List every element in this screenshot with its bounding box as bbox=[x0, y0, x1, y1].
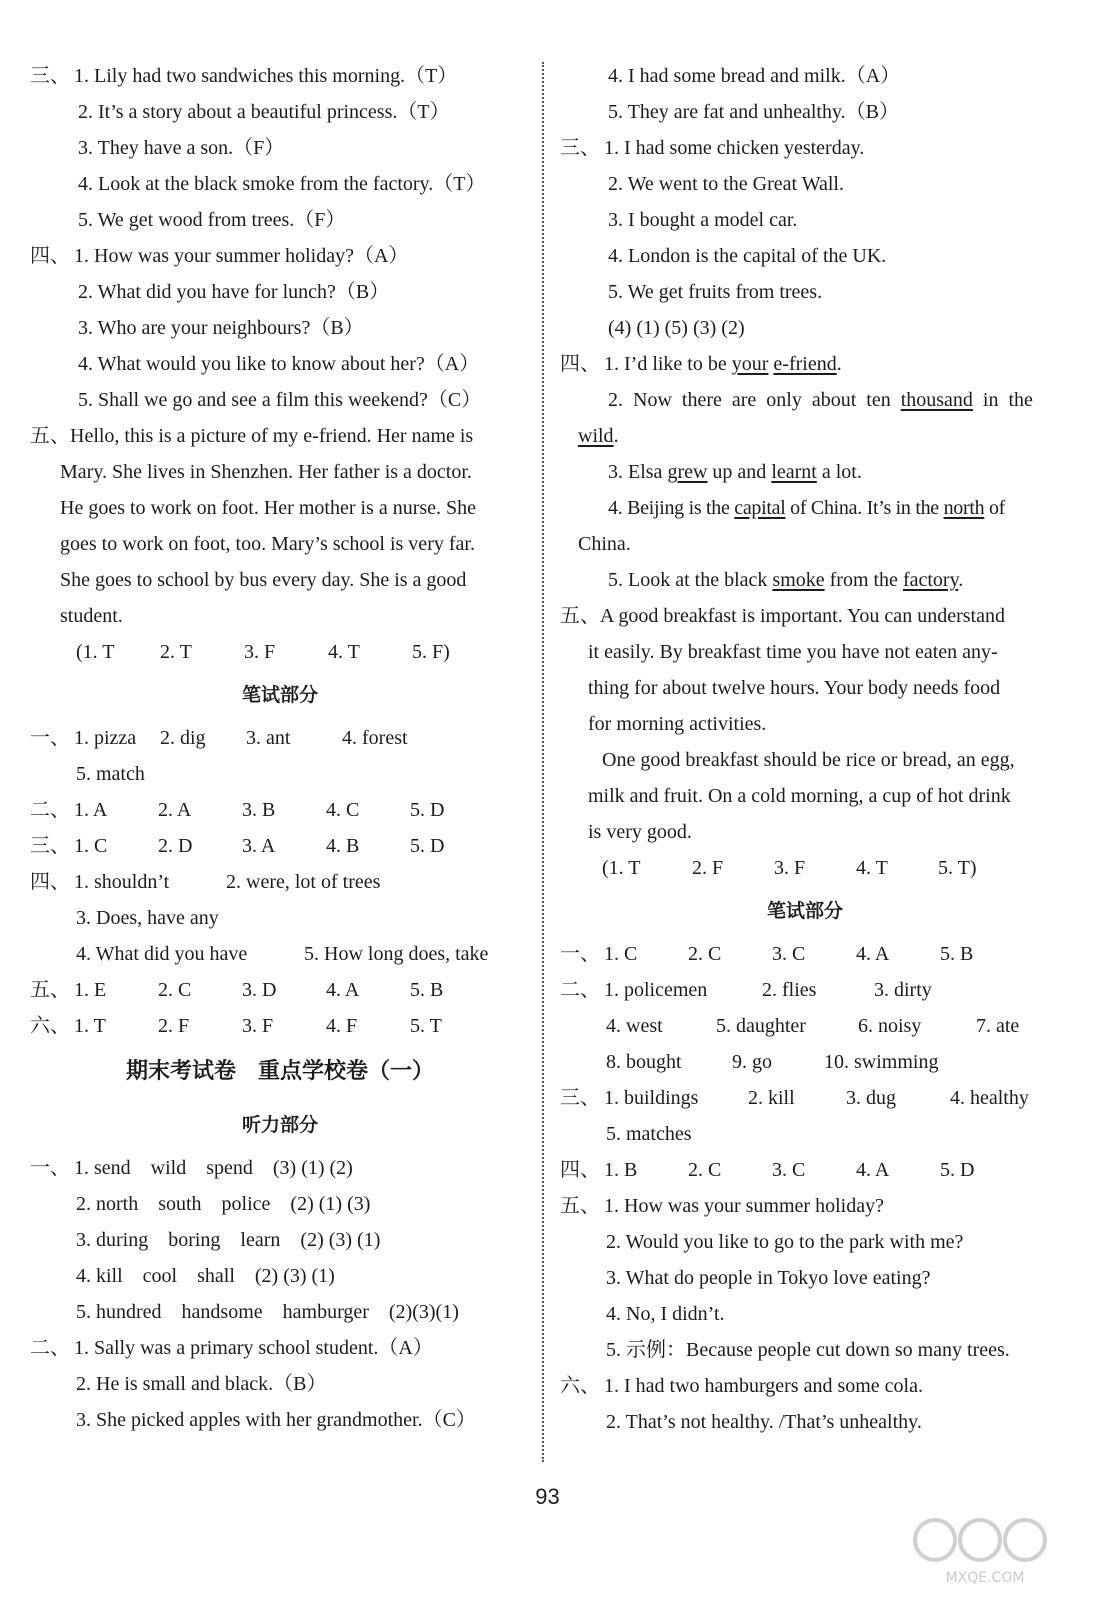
answer: 2. T bbox=[160, 641, 192, 663]
filled-blank: wild bbox=[578, 425, 614, 447]
answer-item: 3. They have a son.（F） bbox=[78, 137, 285, 159]
answer: 4. forest bbox=[342, 727, 408, 749]
answer: 4. C bbox=[326, 799, 360, 821]
answer-item: 2. What did you have for lunch?（B） bbox=[78, 281, 390, 303]
answer: 4. What did you have bbox=[76, 943, 248, 965]
answer-item: 5. Shall we go and see a film this weekend?（C） bbox=[78, 389, 482, 411]
answer: 1. A bbox=[74, 799, 108, 821]
answer: 4. A bbox=[856, 1159, 890, 1181]
written-row bbox=[30, 828, 530, 864]
answer: 7. ate bbox=[976, 1015, 1020, 1037]
answer-item: 2. north south police (2) (1) (3) bbox=[76, 1193, 371, 1215]
written-row bbox=[560, 936, 1050, 972]
written-row bbox=[30, 1008, 530, 1044]
section-mark: 四、 bbox=[30, 871, 70, 893]
answer: 5. How long does, take bbox=[304, 943, 489, 965]
answer: 3. D bbox=[242, 979, 277, 1001]
answer: 2. F bbox=[158, 1015, 190, 1037]
section-mark: 六、 bbox=[560, 1375, 600, 1397]
answer: 5. B bbox=[940, 943, 974, 965]
passage-line: for morning activities. bbox=[588, 713, 767, 735]
answer: 1. C bbox=[74, 835, 108, 857]
written-row bbox=[560, 972, 1050, 1008]
sentence-text: 1. I’d like to be bbox=[604, 353, 732, 375]
answer-item: 4. Look at the black smoke from the factory.（T） bbox=[78, 173, 486, 195]
answer-item: 1. I had some chicken yesterday. bbox=[604, 137, 865, 159]
filled-blank: grew bbox=[667, 461, 708, 483]
written-row bbox=[30, 720, 530, 756]
answer: 4. healthy bbox=[950, 1087, 1029, 1109]
answer: 5. D bbox=[940, 1159, 975, 1181]
answer: (1. T bbox=[602, 857, 641, 879]
answer: 1. shouldn’t bbox=[74, 871, 170, 893]
section-mark: 四、 bbox=[560, 353, 600, 375]
answer: 2. kill bbox=[748, 1087, 795, 1109]
passage-line: student. bbox=[60, 605, 123, 627]
written-row bbox=[560, 1008, 1050, 1044]
passage-line: Mary. She lives in Shenzhen. Her father is a doctor. bbox=[60, 461, 472, 483]
answer: 3. F bbox=[242, 1015, 274, 1037]
written-row bbox=[560, 1152, 1050, 1188]
section-mark: 四、 bbox=[560, 1159, 600, 1181]
answer: 9. go bbox=[732, 1051, 772, 1073]
passage-line: is very good. bbox=[588, 821, 692, 843]
answer: 6. noisy bbox=[858, 1015, 922, 1037]
answer: (1. T bbox=[76, 641, 115, 663]
answer: 4. A bbox=[326, 979, 360, 1001]
answer-row bbox=[30, 634, 530, 670]
section-mark: 三、 bbox=[30, 65, 70, 87]
section-mark: 五、 bbox=[560, 1195, 600, 1217]
answer-item: 2. It’s a story about a beautiful princess.（T） bbox=[78, 101, 450, 123]
answer: 3. A bbox=[242, 835, 276, 857]
answer: 3. ant bbox=[246, 727, 291, 749]
answer: 5. matches bbox=[606, 1123, 692, 1145]
answer-item: 1. I had two hamburgers and some cola. bbox=[604, 1375, 923, 1397]
filled-blank: factory bbox=[902, 569, 959, 591]
section-listening-3 bbox=[30, 58, 530, 238]
answer: 1. C bbox=[604, 943, 638, 965]
section-mark: 三、 bbox=[560, 1087, 600, 1109]
answer: 1. B bbox=[604, 1159, 638, 1181]
answer-item: 1. How was your summer holiday?（A） bbox=[74, 245, 409, 267]
section-mark: 五、 bbox=[30, 425, 70, 447]
answer: 5. T bbox=[410, 1015, 442, 1037]
section-mark: 二、 bbox=[560, 979, 600, 1001]
answer: 2. were, lot of trees bbox=[226, 871, 381, 893]
answer: 1. buildings bbox=[604, 1087, 699, 1109]
answer-row bbox=[560, 850, 1050, 886]
answer-item: 1. How was your summer holiday? bbox=[604, 1195, 884, 1217]
answer-item: 2. Would you like to go to the park with me? bbox=[606, 1231, 964, 1253]
passage-line: goes to work on foot, too. Mary’s school is very far. bbox=[60, 533, 475, 555]
answer-item: 3. She picked apples with her grandmother.（C） bbox=[76, 1409, 476, 1431]
sentence-text: in the bbox=[972, 389, 1033, 411]
answer-item: 5. 示例：Because people cut down so many trees. bbox=[606, 1339, 1010, 1361]
filled-blank: north bbox=[943, 497, 985, 519]
answer: 2. C bbox=[688, 943, 722, 965]
answer: 2. D bbox=[158, 835, 193, 857]
answer: 8. bought bbox=[606, 1051, 682, 1073]
filled-blank: your bbox=[731, 353, 769, 375]
filled-blank: thousand bbox=[900, 389, 973, 411]
filled-blank: smoke bbox=[772, 569, 825, 591]
answer-item: 1. Sally was a primary school student.（A） bbox=[74, 1337, 433, 1359]
answer-item: 4. I had some bread and milk.（A） bbox=[608, 65, 901, 87]
answer-item: 3. Who are your neighbours?（B） bbox=[78, 317, 364, 339]
answer: 4. A bbox=[856, 943, 890, 965]
section-mark: 三、 bbox=[560, 137, 600, 159]
section-mark: 四、 bbox=[30, 245, 70, 267]
passage-line: A good breakfast is important. You can understand bbox=[600, 605, 1005, 627]
answer: 1. E bbox=[74, 979, 107, 1001]
filled-blank: learnt bbox=[771, 461, 817, 483]
written-row bbox=[560, 1080, 1050, 1116]
watermark-text: MXQE.COM bbox=[945, 1570, 1025, 1586]
answer-item: 5. We get wood from trees.（F） bbox=[78, 209, 346, 231]
answer-item: 3. during boring learn (2) (3) (1) bbox=[76, 1229, 381, 1251]
sentence-text: 4. Beijing is the bbox=[608, 497, 735, 519]
answer: 5. T) bbox=[938, 857, 977, 879]
section-listening-5 bbox=[30, 418, 530, 670]
exam-title: 期末考试卷 重点学校卷（一） bbox=[125, 1059, 434, 1084]
answer: 3. F bbox=[244, 641, 276, 663]
answer: 3. dug bbox=[846, 1087, 896, 1109]
answer: 3. Does, have any bbox=[76, 907, 219, 929]
answer: 4. F bbox=[326, 1015, 358, 1037]
sentence-text: 5. Look at the black bbox=[608, 569, 773, 591]
answer-item: 4. No, I didn’t. bbox=[606, 1303, 725, 1325]
answer: 3. C bbox=[772, 943, 806, 965]
section-heading: 笔试部分 bbox=[241, 684, 318, 706]
filled-blank: e-friend bbox=[773, 353, 837, 375]
answer: 3. C bbox=[772, 1159, 806, 1181]
answer: 4. west bbox=[606, 1015, 663, 1037]
section-mark: 六、 bbox=[30, 1015, 70, 1037]
sentence-text: China. bbox=[578, 533, 631, 555]
section-mark: 五、 bbox=[560, 605, 600, 627]
answer-item: 5. hundred handsome hamburger (2)(3)(1) bbox=[76, 1301, 459, 1323]
watermark-logo-icon bbox=[905, 1508, 1065, 1588]
sentence-text: . bbox=[613, 425, 619, 447]
section-heading: 笔试部分 bbox=[766, 900, 843, 922]
answer-item: 4. London is the capital of the UK. bbox=[608, 245, 887, 267]
answer-item: 1. send wild spend (3) (1) (2) bbox=[74, 1157, 353, 1179]
answer: 2. C bbox=[688, 1159, 722, 1181]
answer-item: 3. I bought a model car. bbox=[608, 209, 798, 231]
answer-item: 2. That’s not healthy. /That’s unhealthy. bbox=[606, 1411, 922, 1433]
answer: 4. T bbox=[328, 641, 360, 663]
passage-line: Hello, this is a picture of my e-friend. Her name is bbox=[70, 425, 474, 447]
column-divider bbox=[542, 62, 544, 1462]
written-row bbox=[30, 972, 530, 1008]
answer-item: 3. What do people in Tokyo love eating? bbox=[606, 1267, 931, 1289]
answer: 5. daughter bbox=[716, 1015, 806, 1037]
sentence-text: up and bbox=[707, 461, 772, 483]
answer-item: 1. Lily had two sandwiches this morning.（T） bbox=[74, 65, 458, 87]
sentence-text: a lot. bbox=[816, 461, 862, 483]
answer: 5. F) bbox=[412, 641, 450, 663]
answer: 1. policemen bbox=[604, 979, 708, 1001]
written-row bbox=[30, 936, 530, 972]
section-mark: 一、 bbox=[30, 727, 70, 749]
passage-line: it easily. By breakfast time you have not eaten any- bbox=[588, 641, 998, 663]
written-row bbox=[30, 792, 530, 828]
answer-item: 2. We went to the Great Wall. bbox=[608, 173, 844, 195]
answer-item: 5. We get fruits from trees. bbox=[608, 281, 823, 303]
passage-line: milk and fruit. On a cold morning, a cup of hot drink bbox=[588, 785, 1011, 807]
answer: 3. B bbox=[242, 799, 276, 821]
answer: 3. F bbox=[774, 857, 806, 879]
right-column bbox=[560, 58, 1050, 1440]
section-mark: 一、 bbox=[560, 943, 600, 965]
passage-line: thing for about twelve hours. Your body needs food bbox=[588, 677, 1001, 699]
section-listening-4 bbox=[30, 238, 530, 418]
passage-line: He goes to work on foot. Her mother is a nurse. She bbox=[60, 497, 477, 519]
answer: 1. pizza bbox=[74, 727, 137, 749]
left-column bbox=[30, 58, 530, 1438]
answer: 4. T bbox=[856, 857, 888, 879]
section-mark: 五、 bbox=[30, 979, 70, 1001]
answer-item: 4. What would you like to know about her?（A） bbox=[78, 353, 480, 375]
page-number: 93 bbox=[535, 1484, 560, 1509]
sentence-text: . bbox=[958, 569, 964, 591]
answer-item: 2. He is small and black.（B） bbox=[76, 1373, 327, 1395]
sentence-text: of China. It’s in the bbox=[785, 497, 944, 519]
answer: 4. B bbox=[326, 835, 360, 857]
answer: 2. F bbox=[692, 857, 724, 879]
section-heading: 听力部分 bbox=[241, 1114, 318, 1136]
sentence-text: 3. Elsa bbox=[608, 461, 668, 483]
answer: 5. match bbox=[76, 763, 145, 785]
written-row bbox=[560, 1044, 1050, 1080]
answer: 2. C bbox=[158, 979, 192, 1001]
answer: 10. swimming bbox=[824, 1051, 939, 1073]
passage-line: She goes to school by bus every day. She is a good bbox=[60, 569, 467, 591]
answer: 3. dirty bbox=[874, 979, 932, 1001]
answer: 2. dig bbox=[160, 727, 206, 749]
answer: 5. D bbox=[410, 799, 445, 821]
answer: 1. T bbox=[74, 1015, 106, 1037]
section-mark: 二、 bbox=[30, 1337, 70, 1359]
section-mark: 二、 bbox=[30, 799, 70, 821]
section-mark: 三、 bbox=[30, 835, 70, 857]
sentence-text: of bbox=[984, 497, 1006, 519]
sentence-text: . bbox=[836, 353, 842, 375]
filled-blank: capital bbox=[734, 497, 786, 519]
answer-item: 4. kill cool shall (2) (3) (1) bbox=[76, 1265, 335, 1287]
answer: 2. A bbox=[158, 799, 192, 821]
written-row bbox=[30, 864, 530, 900]
sentence-text: 2. Now there are only about ten bbox=[608, 389, 901, 411]
sentence-text: from the bbox=[824, 569, 903, 591]
section-mark: 一、 bbox=[30, 1157, 70, 1179]
answer: 2. flies bbox=[762, 979, 817, 1001]
passage-line: One good breakfast should be rice or bread, an egg, bbox=[602, 749, 1015, 771]
answer-order: (4) (1) (5) (3) (2) bbox=[608, 317, 745, 339]
answer: 5. D bbox=[410, 835, 445, 857]
answer: 5. B bbox=[410, 979, 444, 1001]
answer-item: 5. They are fat and unhealthy.（B） bbox=[608, 101, 900, 123]
